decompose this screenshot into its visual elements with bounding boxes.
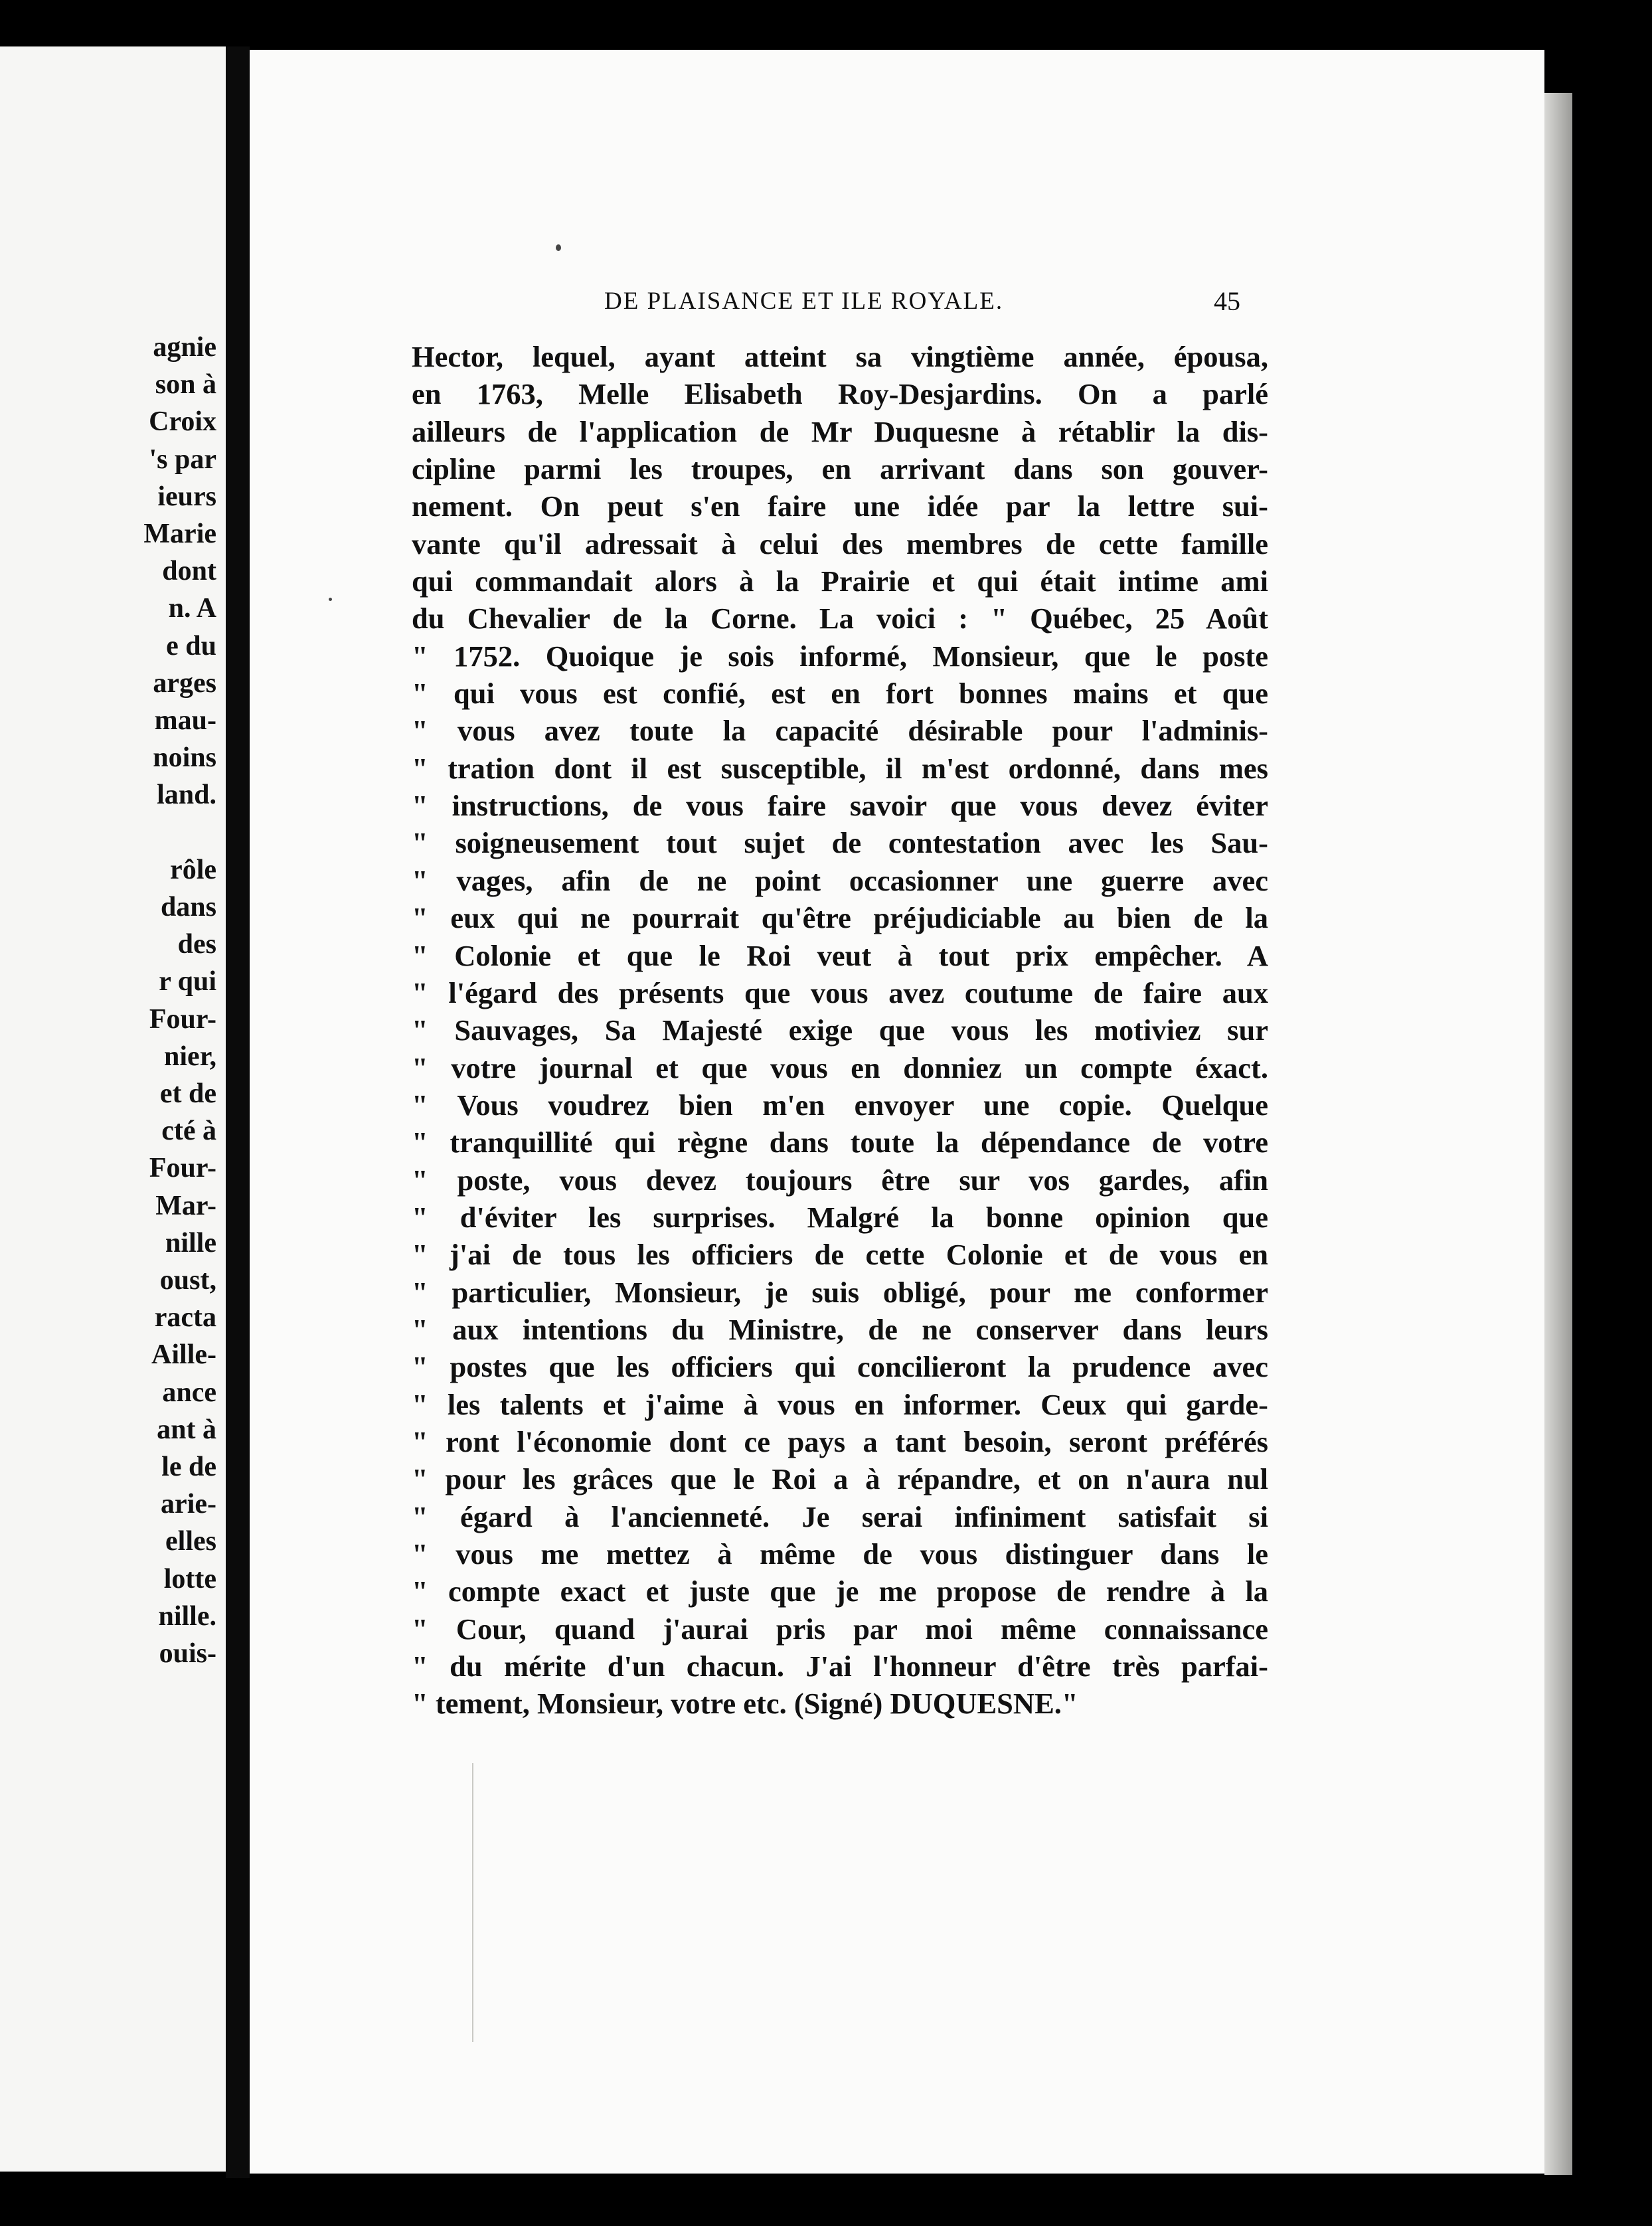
text-line: " égard à l'ancienneté. Je serai infiniment satisfait si [412, 1499, 1268, 1533]
text-line: vante qu'il adressait à celui des membres de cette famille [412, 527, 1268, 560]
text-line: " poste, vous devez toujours être sur vos gardes, afin [412, 1163, 1268, 1197]
left-page-line: arie- [161, 1489, 216, 1520]
left-page-line: ouis- [159, 1638, 216, 1670]
text-line: " du mérite d'un chacun. J'ai l'honneur d'être très parfai- [412, 1650, 1268, 1683]
left-page-line: ance [162, 1377, 216, 1408]
text-line: " particulier, Monsieur, je suis obligé, pour me conformer [412, 1275, 1268, 1309]
text-line: " tration dont il est susceptible, il m'est ordonné, dans mes [412, 751, 1268, 785]
left-page-line: arges [153, 667, 216, 699]
book-gutter [226, 46, 250, 2178]
text-line: " tement, Monsieur, votre etc. (Signé) DUQUESNE." [412, 1687, 1078, 1721]
left-page-line: nille. [158, 1600, 216, 1632]
running-head: DE PLAISANCE ET ILE ROYALE. [604, 288, 1004, 315]
text-line: " vages, afin de ne point occasionner une guerre avec [412, 863, 1268, 897]
text-line: " Sauvages, Sa Majesté exige que vous les motiviez sur [412, 1013, 1268, 1047]
left-page-line: Four- [149, 1153, 216, 1184]
text-line: " pour les grâces que le Roi a à répandre, et on n'aura nul [412, 1462, 1268, 1496]
page-body-text [412, 338, 1268, 1723]
left-page-line: mau- [154, 705, 216, 736]
left-page-line: ant à [157, 1414, 216, 1445]
left-page-line: Four- [149, 1003, 216, 1035]
left-page-line: Aille- [151, 1339, 216, 1371]
left-page-line: le de [161, 1452, 216, 1483]
text-line: " d'éviter les surprises. Malgré la bonne opinion que [412, 1200, 1268, 1234]
text-line: " Cour, quand j'aurai pris par moi même connaissance [412, 1612, 1268, 1646]
left-page-line: 's par [149, 444, 216, 475]
text-line: " compte exact et juste que je me propose de rendre à la [412, 1575, 1268, 1608]
text-line: du Chevalier de la Corne. La voici : " Québec, 25 Août [412, 602, 1268, 636]
text-line: " Vous voudrez bien m'en envoyer une copie. Quelque [412, 1088, 1268, 1122]
left-page-line: lotte [163, 1563, 216, 1594]
left-page-line: agnie [153, 332, 216, 363]
left-page-line: cté à [161, 1116, 216, 1147]
left-page-line: Croix [149, 406, 216, 438]
text-line: " instructions, de vous faire savoir que vous devez éviter [412, 789, 1268, 823]
text-line: nement. On peut s'en faire une idée par la lettre sui- [412, 489, 1268, 523]
text-line: " 1752. Quoique je sois informé, Monsieur, que le poste [412, 639, 1268, 673]
left-page-line: dans [160, 892, 216, 923]
left-page-line: ieurs [157, 481, 216, 512]
left-page-line: des [177, 929, 216, 960]
left-page-line [143, 814, 216, 851]
text-line: " qui vous est confié, est en fort bonnes mains et que [412, 677, 1268, 711]
left-page-line: Mar- [155, 1190, 216, 1221]
text-line: ailleurs de l'application de Mr Duquesne à rétablir la dis- [412, 414, 1268, 448]
ink-speck [556, 244, 561, 251]
ink-speck [329, 598, 332, 601]
page-edge-mark [472, 1763, 473, 2042]
left-page-line: noins [153, 742, 216, 774]
left-page-line: dont [162, 556, 216, 587]
left-page-line: r qui [159, 966, 216, 997]
left-page-line: oust, [159, 1265, 216, 1296]
text-line: " l'égard des présents que vous avez coutume de faire aux [412, 976, 1268, 1009]
text-line: " votre journal et que vous en donniez un compte éxact. [412, 1051, 1268, 1084]
page-number: 45 [1214, 286, 1240, 316]
text-line: " postes que les officiers qui concilieront la prudence avec [412, 1350, 1268, 1384]
text-line: " Colonie et que le Roi veut à tout prix empêcher. A [412, 938, 1268, 972]
left-page-text [143, 329, 216, 1672]
left-page-line: elles [165, 1526, 216, 1557]
text-line: en 1763, Melle Elisabeth Roy-Desjardins. On a parlé [412, 377, 1268, 411]
left-page-line: n. A [168, 593, 216, 624]
text-line: " vous avez toute la capacité désirable pour l'adminis- [412, 714, 1268, 748]
left-page-line: nille [165, 1227, 216, 1258]
left-page-line: Marie [143, 519, 216, 550]
text-line: " eux qui ne pourrait qu'être préjudiciable au bien de la [412, 901, 1268, 935]
text-line: " tranquillité qui règne dans toute la dépendance de votre [412, 1126, 1268, 1159]
left-page-line: e du [166, 630, 216, 661]
left-page-line: et de [159, 1078, 216, 1110]
text-line: cipline parmi les troupes, en arrivant dans son gouver- [412, 452, 1268, 486]
text-line: " j'ai de tous les officiers de cette Colonie et de vous en [412, 1238, 1268, 1272]
text-line: Hector, lequel, ayant atteint sa vingtième année, épousa, [412, 340, 1268, 373]
left-page-fragment [0, 46, 226, 2172]
left-page-line: nier, [164, 1041, 216, 1072]
left-page-line: rôle [170, 854, 216, 885]
left-page-line: son à [155, 369, 216, 400]
text-line: " soigneusement tout sujet de contestation avec les Sau- [412, 826, 1268, 860]
text-line: " vous me mettez à même de vous distinguer dans le [412, 1537, 1268, 1571]
text-line: qui commandait alors à la Prairie et qui était intime ami [412, 564, 1268, 598]
text-line: " ront l'économie dont ce pays a tant besoin, seront préférés [412, 1424, 1268, 1458]
left-page-line: racta [154, 1302, 216, 1333]
text-line: " les talents et j'aime à vous en informer. Ceux qui garde- [412, 1387, 1268, 1421]
left-page-line: land. [157, 780, 216, 811]
text-line: " aux intentions du Ministre, de ne conserver dans leurs [412, 1312, 1268, 1346]
page-fore-edge [1544, 93, 1572, 2175]
